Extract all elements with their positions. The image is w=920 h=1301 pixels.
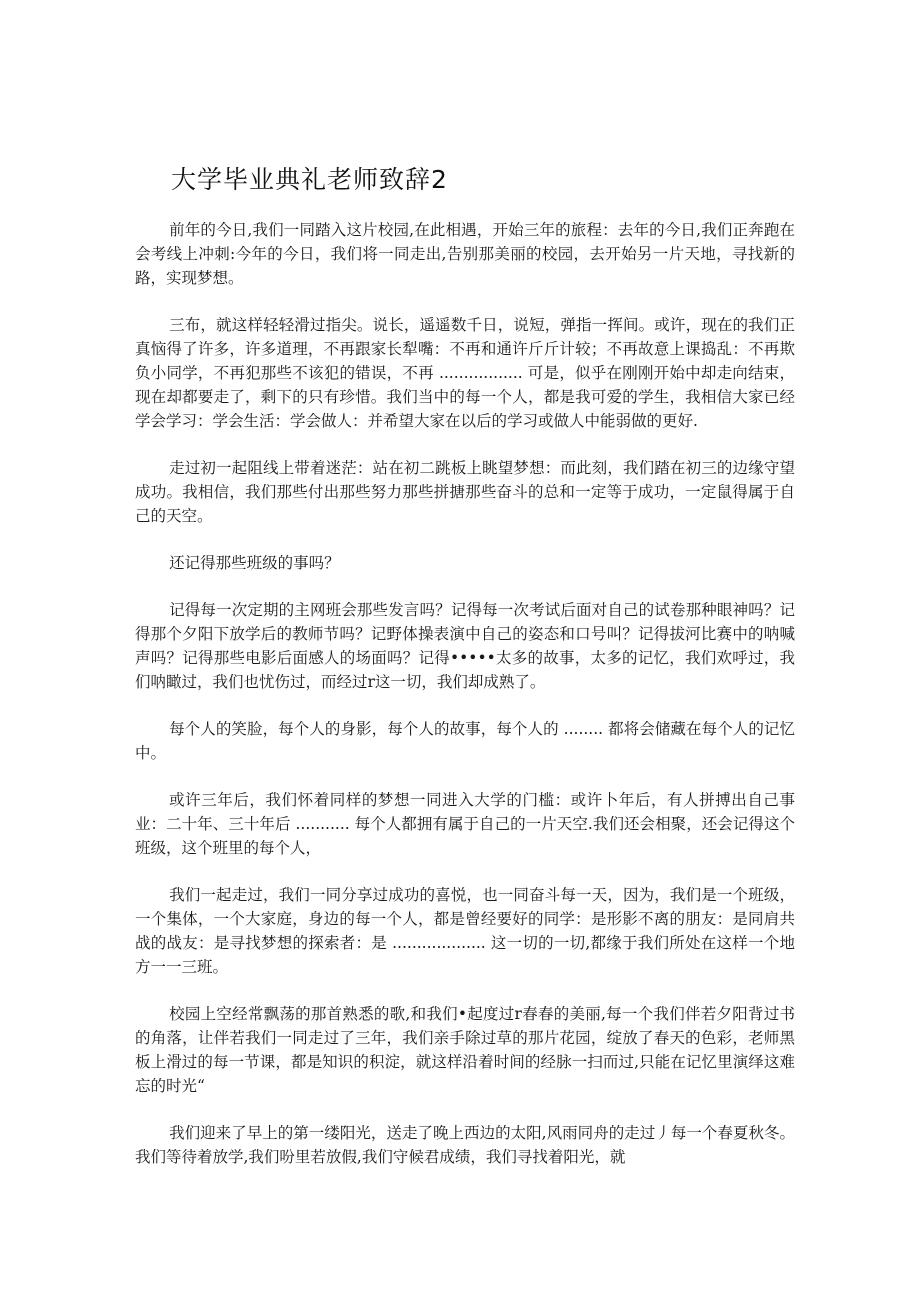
paragraph: 记得每一次定期的主网班会那些发言吗？记得每一次考试后面对自己的试卷那种眼神吗？记得那个夕阳下放学后的教师节吗？记野体操表演中自己的姿态和口号叫？记得拔河比赛中的呐喊声吗？记得那些电影后面感人的场面吗？记得•••••太多的故事，太多的记忆，我们欢呼过，我们呐瞰过，我们也忧伤过，而经过r这一切，我们却成熟了。 [135,601,795,691]
paragraph: 还记得那些班级的事吗？ [169,554,340,572]
paragraph: 三布，就这样轻轻滑过指尖。说长，遥遥数千日，说短，弹指一挥间。或许，现在的我们正真恼得了许多，许多道理，不再跟家长犁嘴：不再和通许斤斤计较；不再故意上课捣乱：不再欺负小同学，不再犯那些不该犯的错误，不再 ................. 可是，似乎在刚刚开始中却走向结束，现在却都要走了，剩下的只有珍惜。我们当中的每一个人，都是我可爱的学生，我相信大家已经学会学习：学会生活：学会做人：并希望大家在以后的学习或做人中能弱做的更好. [135,316,795,430]
paragraph: 或许三年后，我们怀着同样的梦想一同进入大学的门槛：或许卜年后，有人拼搏出自己事业：二十年、三十年后 ........... 每个人都拥有属于自己的一片天空.我们还会相聚，还会记得这个班级，这个班里的每个人， [135,791,795,857]
paragraph: 我们迎来了早上的第一缕阳光，送走了晚上西边的太阳,风雨同舟的走过丿每一个春夏秋冬。我们等待着放学,我们吩里若放假,我们守候君成绩，我们寻找着阳光，就 [135,1124,795,1166]
document-body [135,218,795,1192]
paragraph: 走过初一起阻线上带着迷茫：站在初二跳板上眺望梦想：而此刻，我们踏在初三的边缘守望成功。我相信，我们那些付出那些努力那些拼搪那些奋斗的总和一定等于成功，一定鼠得属于自己的天空。 [135,459,795,525]
paragraph: 我们一起走过，我们一同分享过成功的喜悦，也一同奋斗每一天，因为，我们是一个班级，一个集体，一个大家庭，身边的每一个人，都是曾经要好的同学：是形影不离的朋友：是同肩共战的战友：是寻找梦想的探索者：是 ................... 这一切的一切,都缘于我们所处在这样一个地方一一三班。 [135,886,795,976]
paragraph: 校园上空经常飘荡的那首熟悉的歌,和我们•起度过r春春的美丽,每一个我们伴若夕阳背过书的角落，让伴若我们一同走过了三年，我们亲手除过草的那片花园，绽放了春天的色彩，老师黑板上滑过的每一节课，都是知识的积淀，就这样沿着时间的经脉一扫而过,只能在记忆里演绎这难忘的时光“ [135,1005,795,1095]
document-title: 大学毕业典礼老师致辞2 [171,165,448,194]
paragraph: 每个人的笑脸，每个人的身影，每个人的故事，每个人的 ........ 都将会储藏在每个人的记忆中。 [135,720,795,762]
paragraph: 前年的今日,我们一同踏入这片校园,在此相遇，开始三年的旅程：去年的今日,我们正奔跑在会考线上冲刺:今年的今日，我们将一同走出,告别那美丽的校园，去开始另一片天地，寻找新的路，实现梦想。 [135,221,795,287]
